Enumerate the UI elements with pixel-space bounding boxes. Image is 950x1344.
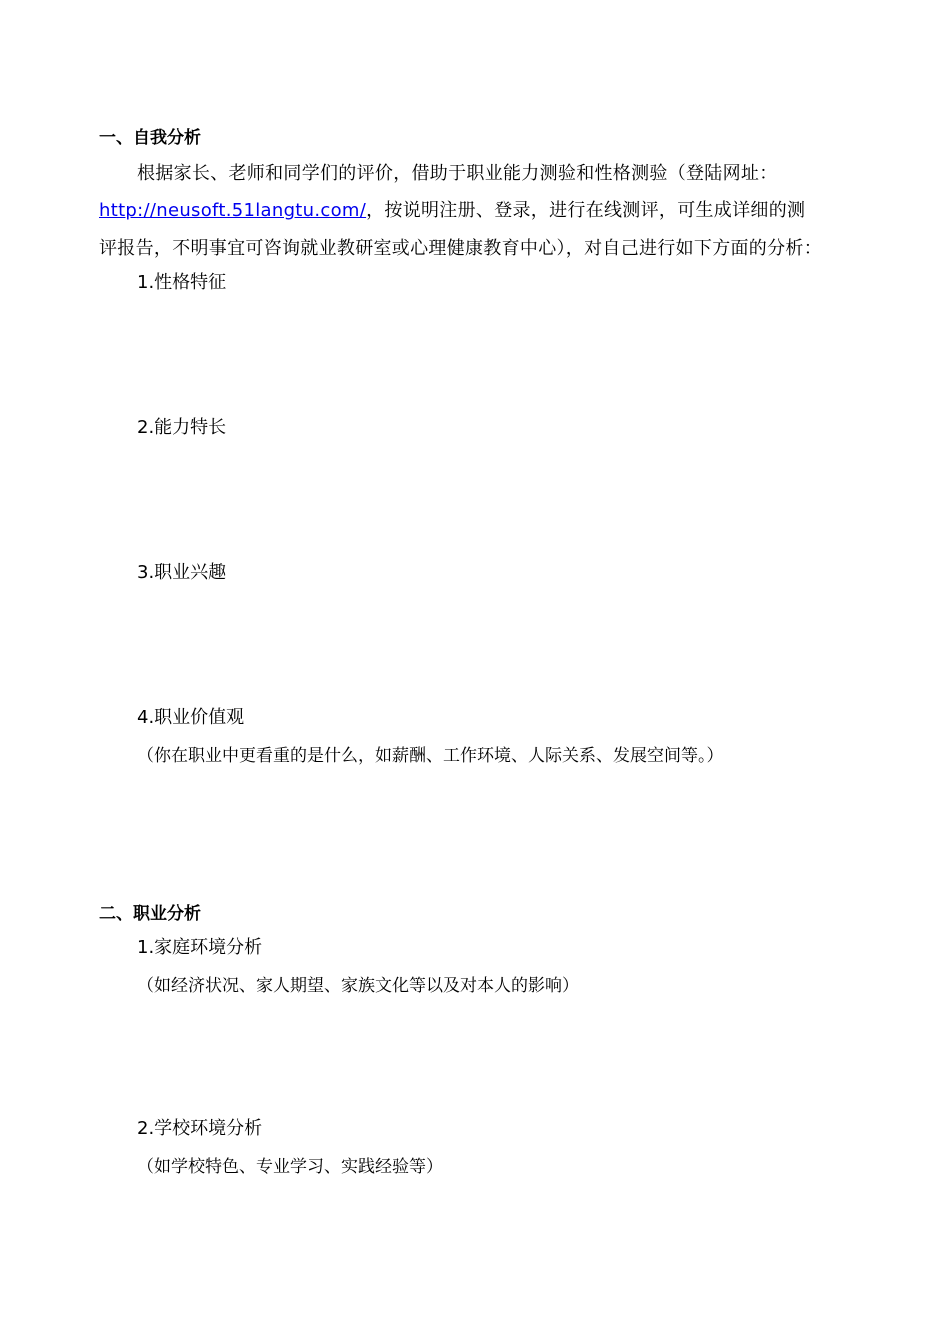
- item-family-environment-note: （如经济状况、家人期望、家族文化等以及对本人的影响）: [137, 976, 579, 996]
- intro-paragraph-line-2-text: ，按说明注册、登录，进行在线测评，可生成详细的测: [366, 200, 806, 221]
- test-website-link[interactable]: http://neusoft.51langtu.com/: [99, 200, 367, 221]
- item-personality-traits: 1.性格特征: [137, 272, 227, 293]
- item-career-interests: 3.职业兴趣: [137, 562, 227, 583]
- intro-paragraph-line-1: 根据家长、老师和同学们的评价，借助于职业能力测验和性格测验（登陆网址：: [137, 163, 778, 184]
- intro-paragraph-line-2: [99, 199, 805, 223]
- item-family-environment: 1.家庭环境分析: [137, 937, 263, 958]
- item-career-values: 4.职业价值观: [137, 707, 245, 728]
- item-school-environment: 2.学校环境分析: [137, 1118, 263, 1139]
- section-heading-career-analysis: 二、职业分析: [99, 904, 201, 924]
- section-heading-self-analysis: 一、自我分析: [99, 128, 201, 148]
- item-school-environment-note: （如学校特色、专业学习、实践经验等）: [137, 1157, 443, 1177]
- intro-paragraph-line-3: 评报告，不明事宜可咨询就业教研室或心理健康教育中心），对自己进行如下方面的分析：: [99, 238, 822, 259]
- item-career-values-note: （你在职业中更看重的是什么，如薪酬、工作环境、人际关系、发展空间等。）: [137, 746, 724, 766]
- item-ability-strengths: 2.能力特长: [137, 417, 227, 438]
